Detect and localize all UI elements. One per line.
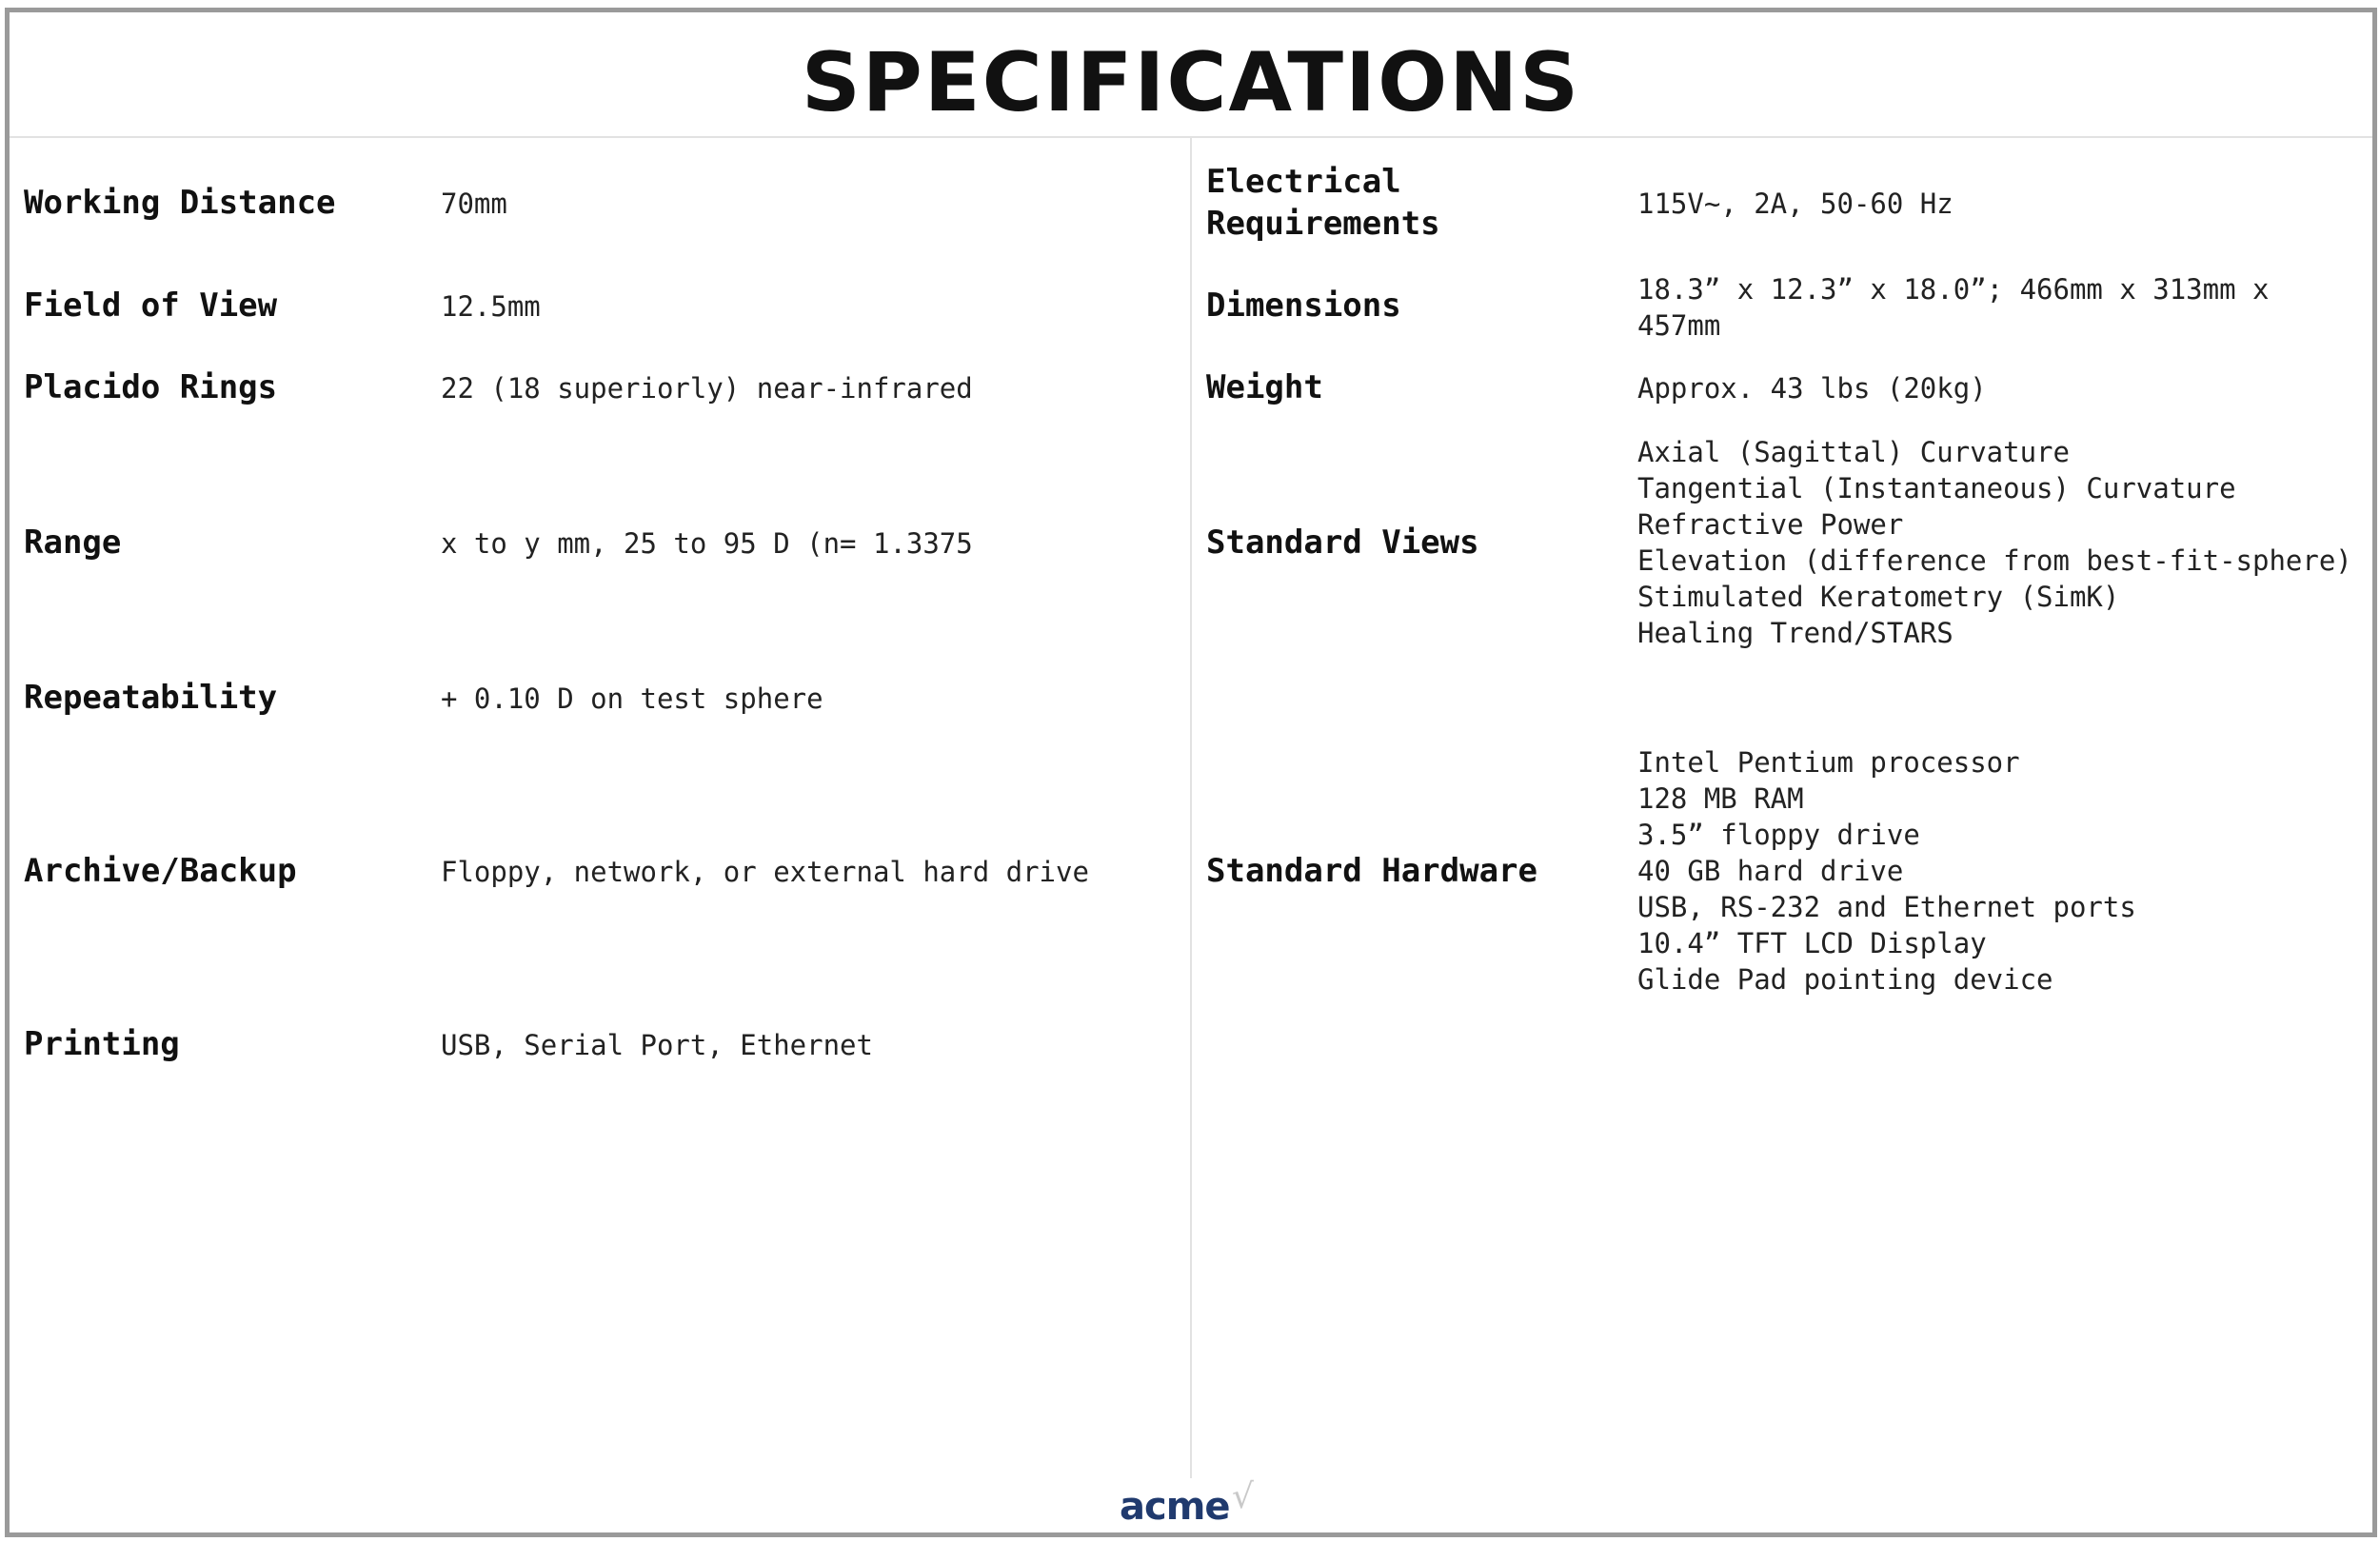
spec-value-printing: USB, Serial Port, Ethernet xyxy=(441,1029,873,1061)
spec-label-printing: Printing xyxy=(24,1025,180,1063)
spec-label-placido-rings: Placido Rings xyxy=(24,368,278,406)
spec-label-standard-views: Standard Views xyxy=(1206,524,1479,562)
spec-label-dimensions: Dimensions xyxy=(1206,287,1401,325)
spec-value-electrical-requirements: 115V~, 2A, 50-60 Hz xyxy=(1637,188,1954,220)
spec-value-repeatability: + 0.10 D on test sphere xyxy=(441,682,823,715)
spec-label-standard-hardware: Standard Hardware xyxy=(1206,852,1537,890)
acme-logo: acme xyxy=(1120,1485,1230,1529)
spec-label-archive-backup: Archive/Backup xyxy=(24,852,297,890)
spec-value-standard-hardware: Intel Pentium processor 128 MB RAM 3.5” floppy drive 40 GB hard drive USB, RS-232 and Ethernet ports 10.4” TFT LCD Display Glide Pad pointing device xyxy=(1637,746,2136,996)
spec-value-archive-backup: Floppy, network, or external hard drive xyxy=(441,856,1089,888)
spec-sheet xyxy=(5,8,2377,1537)
spec-value-weight: Approx. 43 lbs (20kg) xyxy=(1637,372,1987,405)
column-divider xyxy=(1190,138,1192,1478)
logo-mark-icon: √ xyxy=(1232,1477,1254,1516)
spec-value-range: x to y mm, 25 to 95 D (n= 1.3375 xyxy=(441,527,973,560)
spec-value-working-distance: 70mm xyxy=(441,188,507,220)
spec-value-placido-rings: 22 (18 superiorly) near-infrared xyxy=(441,372,973,405)
spec-label-weight: Weight xyxy=(1206,368,1323,406)
spec-label-field-of-view: Field of View xyxy=(24,287,278,325)
spec-label-range: Range xyxy=(24,524,122,562)
spec-label-working-distance: Working Distance xyxy=(24,184,336,222)
spec-label-repeatability: Repeatability xyxy=(24,679,278,717)
spec-value-field-of-view: 12.5mm xyxy=(441,290,541,323)
spec-value-standard-views: Axial (Sagittal) Curvature Tangential (Instantaneous) Curvature Refractive Power Elevation (difference from best-fit-sphere) Stimulated Keratometry (SimK) Healing Trend/STARS xyxy=(1637,436,2352,649)
page-title: SPECIFICATIONS xyxy=(801,35,1581,130)
spec-value-dimensions: 18.3” x 12.3” x 18.0”; 466mm x 313mm x 457mm xyxy=(1637,273,2270,342)
spec-label-electrical-requirements: Electrical Requirements xyxy=(1206,163,1440,243)
